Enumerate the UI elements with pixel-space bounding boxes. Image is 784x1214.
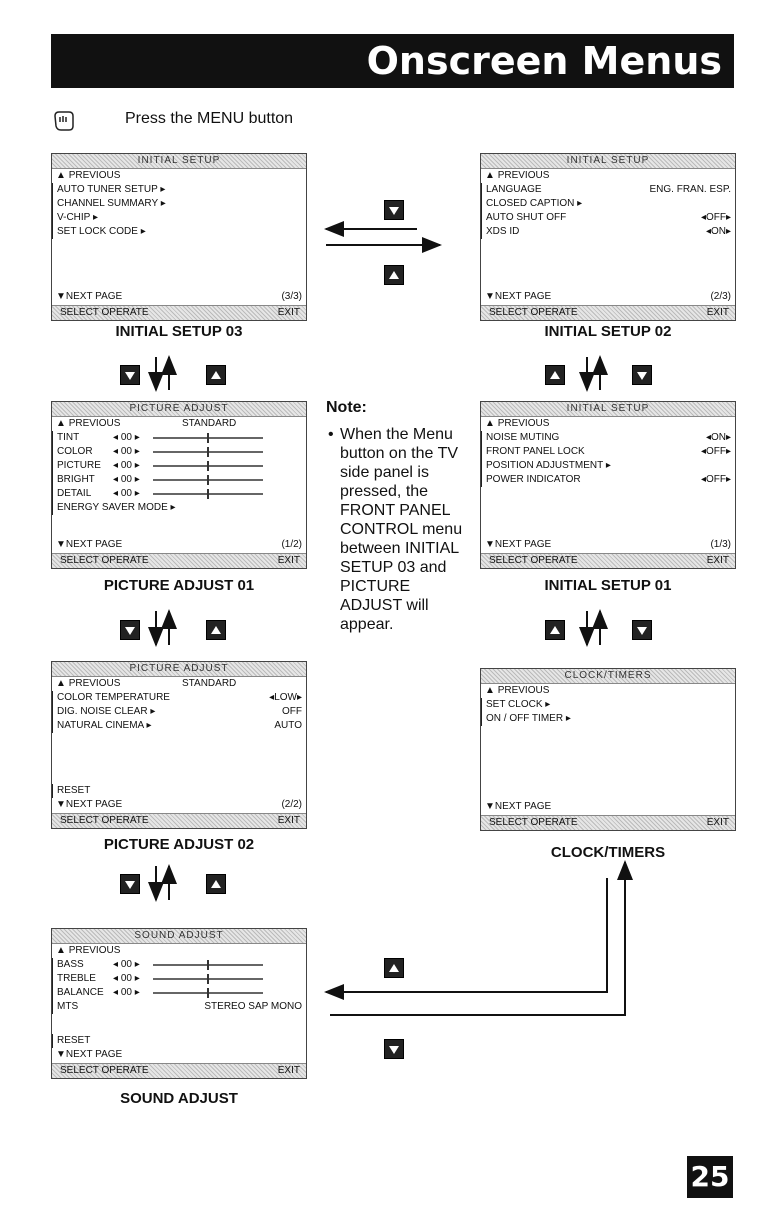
menu-item: AUTO SHUT OFF ◂OFF▸ <box>481 211 735 225</box>
menu-header: INITIAL SETUP <box>566 403 650 414</box>
caption-initial-setup-01: INITIAL SETUP 01 <box>544 577 672 594</box>
menu-item: NOISE MUTING ◂ON▸ <box>481 431 735 445</box>
reset-item: RESET <box>52 1034 306 1048</box>
menu-item: DIG. NOISE CLEAR ▸ OFF <box>52 705 306 719</box>
arrow-to-sound <box>326 878 607 992</box>
menu-footer: SELECT OPERATE EXIT <box>481 553 735 568</box>
menu-header: INITIAL SETUP <box>566 155 650 166</box>
menu-header: CLOCK/TIMERS <box>564 670 652 681</box>
menu-item: AUTO TUNER SETUP ▸ <box>52 183 306 197</box>
reset-item: RESET <box>52 784 306 798</box>
previous-item: ▲ PREVIOUS STANDARD <box>56 678 237 689</box>
previous-item: ▲ PREVIOUS <box>485 685 550 696</box>
caption-picture-adjust-01: PICTURE ADJUST 01 <box>103 577 255 594</box>
next-page-row: ▼NEXT PAGE (1/3) <box>485 539 731 550</box>
next-page-row: ▼NEXT PAGE <box>485 801 552 812</box>
previous-item: ▲ PREVIOUS <box>56 945 121 956</box>
caption-initial-setup-02: INITIAL SETUP 02 <box>544 323 672 340</box>
instruction-text: Press the MENU button <box>125 110 294 127</box>
caption-picture-adjust-02: PICTURE ADJUST 02 <box>103 836 255 853</box>
menu-header: PICTURE ADJUST <box>129 663 229 674</box>
slider-row: TINT ◂ 00 ▸ <box>52 431 306 445</box>
caption-clock-timers: CLOCK/TIMERS <box>550 844 666 861</box>
menu-footer: SELECT OPERATE EXIT <box>52 1063 306 1078</box>
menu-item: POWER INDICATOR ◂OFF▸ <box>481 473 735 487</box>
menu-item: COLOR TEMPERATURE ◂LOW▸ <box>52 691 306 705</box>
slider-row: BALANCE ◂ 00 ▸ <box>52 986 306 1000</box>
page-number: 25 <box>687 1156 733 1198</box>
caption-initial-setup-03: INITIAL SETUP 03 <box>115 323 243 340</box>
next-page-row: ▼NEXT PAGE <box>56 1049 123 1060</box>
menu-item: FRONT PANEL LOCK ◂OFF▸ <box>481 445 735 459</box>
menu-item: MTS STEREO SAP MONO <box>52 1000 306 1014</box>
note-heading: Note: <box>326 399 367 416</box>
menu-footer: SELECT OPERATE EXIT <box>52 305 306 320</box>
menu-item: NATURAL CINEMA ▸ AUTO <box>52 719 306 733</box>
menu-header: SOUND ADJUST <box>134 930 224 941</box>
menu-item: ENERGY SAVER MODE ▸ <box>52 501 306 515</box>
menu-item: CHANNEL SUMMARY ▸ <box>52 197 306 211</box>
menu-item: ON / OFF TIMER ▸ <box>481 712 735 726</box>
vertical-swap-arrows <box>156 357 600 900</box>
menu-header: INITIAL SETUP <box>137 155 221 166</box>
menu-header: PICTURE ADJUST <box>129 403 229 414</box>
menu-footer: SELECT OPERATE EXIT <box>52 553 306 568</box>
next-page-row: ▼NEXT PAGE (2/3) <box>485 291 731 302</box>
previous-item: ▲ PREVIOUS <box>56 170 121 181</box>
previous-item: ▲ PREVIOUS STANDARD <box>56 418 237 429</box>
page-title: Onscreen Menus <box>366 39 722 83</box>
next-page-row: ▼NEXT PAGE (2/2) <box>56 799 302 810</box>
menu-footer: SELECT OPERATE EXIT <box>481 815 735 830</box>
menu-item: SET CLOCK ▸ <box>481 698 735 712</box>
menu-item: V-CHIP ▸ <box>52 211 306 225</box>
menu-item: POSITION ADJUSTMENT ▸ <box>481 459 735 473</box>
menu-item: XDS ID ◂ON▸ <box>481 225 735 239</box>
next-page-row: ▼NEXT PAGE (1/2) <box>56 539 302 550</box>
slider-row: BRIGHT ◂ 00 ▸ <box>52 473 306 487</box>
slider-row: DETAIL ◂ 00 ▸ <box>52 487 306 501</box>
slider-row: COLOR ◂ 00 ▸ <box>52 445 306 459</box>
next-page-row: ▼NEXT PAGE (3/3) <box>56 291 302 302</box>
caption-sound-adjust: SOUND ADJUST <box>120 1090 238 1107</box>
previous-item: ▲ PREVIOUS <box>485 170 550 181</box>
menu-footer: SELECT OPERATE EXIT <box>52 813 306 828</box>
menu-item: SET LOCK CODE ▸ <box>52 225 306 239</box>
menu-item: CLOSED CAPTION ▸ <box>481 197 735 211</box>
slider-row: BASS ◂ 00 ▸ <box>52 958 306 972</box>
slider-row: PICTURE ◂ 00 ▸ <box>52 459 306 473</box>
slider-row: TREBLE ◂ 00 ▸ <box>52 972 306 986</box>
menu-item: LANGUAGE ENG. FRAN. ESP. <box>481 183 735 197</box>
note-body: • When the Menu button on the TV side panel is pressed, the FRONT PANEL CONTROL menu between INITIAL SETUP 03 and PICTURE ADJUST will appear. <box>326 425 466 634</box>
previous-item: ▲ PREVIOUS <box>485 418 550 429</box>
menu-footer: SELECT OPERATE EXIT <box>481 305 735 320</box>
